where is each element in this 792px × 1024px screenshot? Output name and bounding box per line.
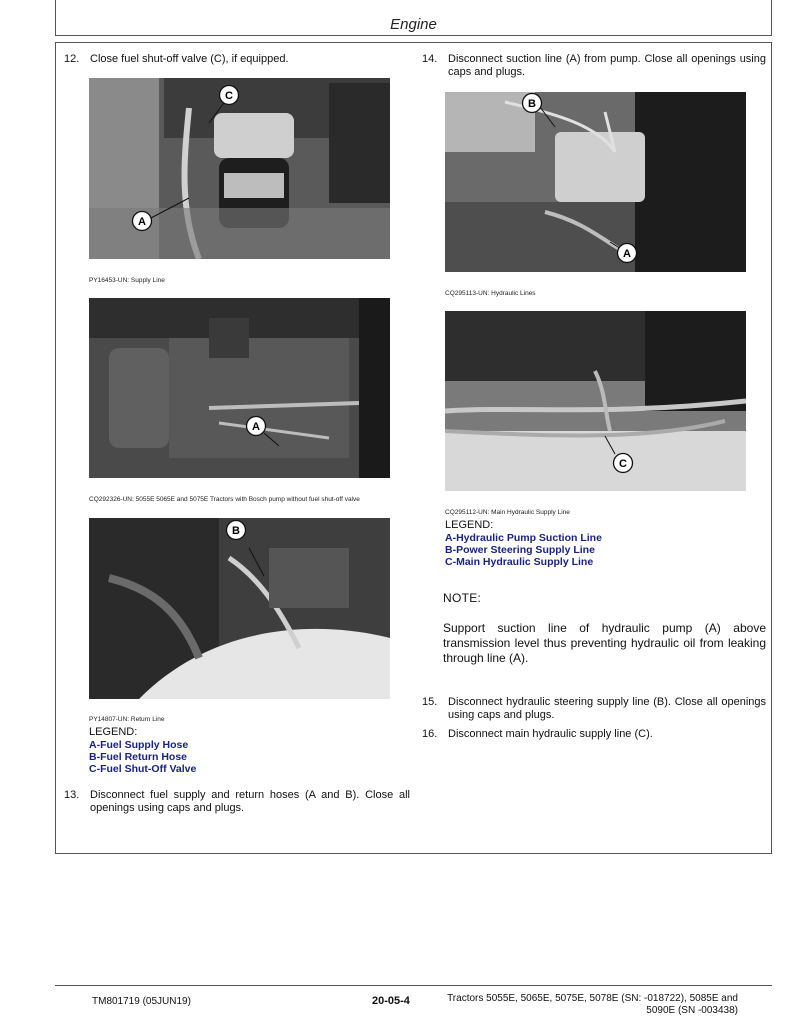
legend-item: A-Hydraulic Pump Suction Line [445, 532, 602, 544]
svg-text:A: A [138, 216, 146, 228]
legend-item: A-Fuel Supply Hose [89, 739, 189, 751]
callout-c-fig5 [612, 452, 634, 474]
callout-a-fig4 [616, 242, 638, 264]
footer-divider [55, 985, 772, 986]
svg-text:C: C [225, 90, 233, 102]
photo-return-line [89, 518, 390, 699]
figure-caption: CQ295113-UN: Hydraulic Lines [445, 290, 536, 297]
figure-caption: CQ292326-UN: 5055E 5065E and 5075E Tractors with Bosch pump without fuel shut-off valve [89, 496, 360, 503]
footer-page-number: 20-05-4 [372, 995, 410, 1007]
legend-title: LEGEND: [445, 519, 494, 531]
callout-b-fig3 [225, 519, 247, 541]
figure-caption: PY14807-UN: Return Line [89, 716, 165, 723]
legend-item: B-Fuel Return Hose [89, 751, 188, 763]
page-section-title: Engine [390, 16, 437, 33]
photo-hydraulic-lines [445, 92, 746, 272]
callout-a-fig2 [245, 415, 267, 437]
footer-doc-id: TM801719 (05JUN19) [92, 996, 191, 1007]
figure-caption: CQ295112-UN: Main Hydraulic Supply Line [445, 509, 570, 516]
callout-b-fig4 [521, 92, 543, 114]
photo-bosch-pump [89, 298, 390, 478]
svg-text:B: B [232, 525, 240, 537]
legend-item: C-Main Hydraulic Supply Line [445, 556, 594, 568]
figure-caption: PY16453-UN: Supply Line [89, 277, 165, 284]
svg-text:B: B [528, 98, 536, 110]
footer-models: Tractors 5055E, 5065E, 5075E, 5078E (SN: -018722), 5085E and 5090E (SN -003438) [447, 993, 738, 1016]
note-title: NOTE: [443, 591, 482, 605]
photo-main-hydraulic-supply [445, 311, 746, 491]
callout-a-fig1 [131, 210, 153, 232]
callout-c-fig1 [218, 84, 240, 106]
svg-text:A: A [252, 421, 260, 433]
legend-title: LEGEND: [89, 726, 138, 738]
header-box [55, 0, 772, 36]
note-text: Support suction line of hydraulic pump (A) above transmission level thus preventing hydraulic oil from leaking through line (A). [443, 621, 766, 665]
svg-text:A: A [623, 248, 631, 260]
legend-item: C-Fuel Shut-Off Valve [89, 763, 197, 775]
svg-text:C: C [619, 458, 627, 470]
legend-item: B-Power Steering Supply Line [445, 544, 595, 556]
